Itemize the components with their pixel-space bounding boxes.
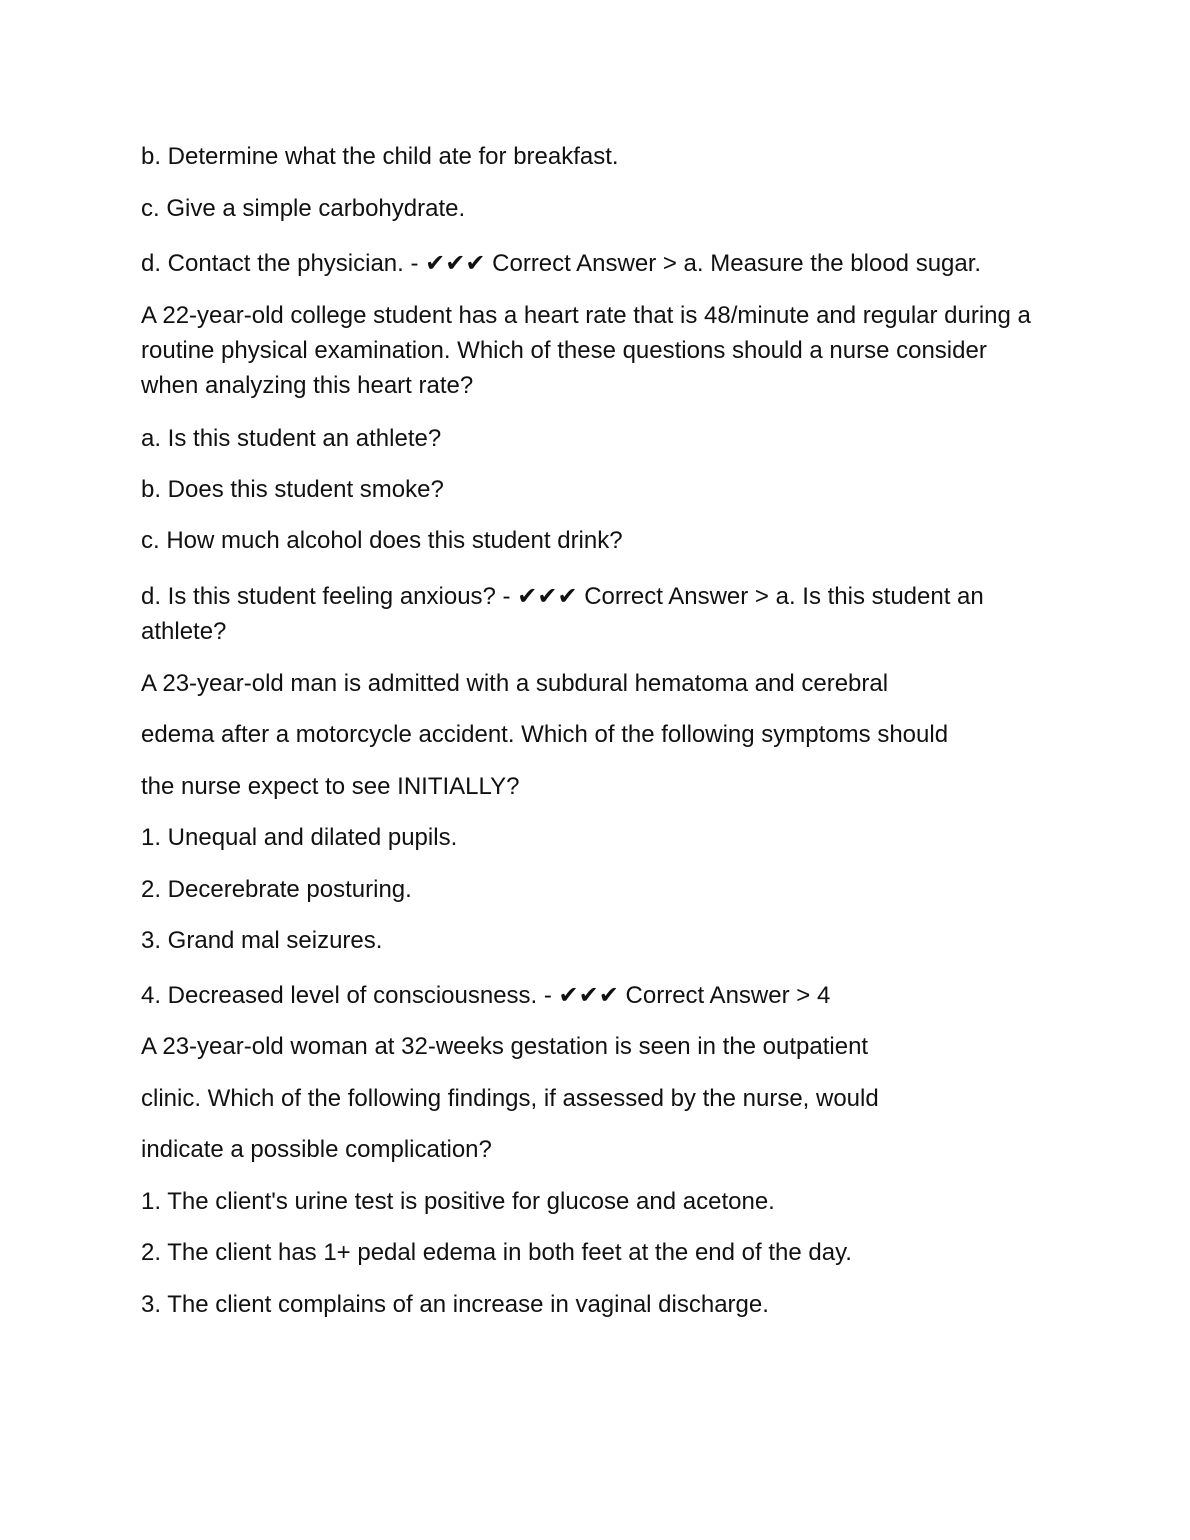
answer-option: b. Determine what the child ate for breakfast. bbox=[141, 143, 619, 170]
answer-option: c. How much alcohol does this student drink? bbox=[141, 527, 623, 554]
answer-option: a. Is this student an athlete? bbox=[141, 425, 442, 452]
answer-option: 2. Decerebrate posturing. bbox=[141, 876, 412, 903]
answer-option-with-correct-answer: 4. Decreased level of consciousness. - ✔✔✔ Correct Answer > 4 bbox=[141, 982, 831, 1009]
answer-option-with-correct-answer: d. Contact the physician. - ✔✔✔ Correct Answer > a. Measure the blood sugar. bbox=[141, 250, 982, 277]
answer-option: 1. Unequal and dilated pupils. bbox=[141, 824, 458, 851]
question-text: A 23-year-old woman at 32-weeks gestation is seen in the outpatient bbox=[141, 1033, 869, 1060]
question-text: the nurse expect to see INITIALLY? bbox=[141, 773, 520, 800]
answer-option: 1. The client's urine test is positive for glucose and acetone. bbox=[141, 1188, 775, 1215]
answer-option: c. Give a simple carbohydrate. bbox=[141, 195, 466, 222]
question-text: A 23-year-old man is admitted with a subdural hematoma and cerebral bbox=[141, 670, 889, 697]
question-text: A 22-year-old college student has a heart rate that is 48/minute and regular during a routine physical examination. Which of these questions should a nurse consider when analyzing this heart rate? bbox=[141, 302, 1031, 399]
answer-option: 2. The client has 1+ pedal edema in both feet at the end of the day. bbox=[141, 1239, 852, 1266]
answer-option: 3. The client complains of an increase in vaginal discharge. bbox=[141, 1291, 769, 1318]
answer-option-with-correct-answer: d. Is this student feeling anxious? - ✔✔✔ Correct Answer > a. Is this student an athlete? bbox=[141, 583, 984, 645]
question-text: edema after a motorcycle accident. Which of the following symptoms should bbox=[141, 721, 949, 748]
answer-option: 3. Grand mal seizures. bbox=[141, 927, 383, 954]
question-text: clinic. Which of the following findings, if assessed by the nurse, would bbox=[141, 1085, 879, 1112]
question-text: indicate a possible complication? bbox=[141, 1136, 492, 1163]
answer-option: b. Does this student smoke? bbox=[141, 476, 444, 503]
